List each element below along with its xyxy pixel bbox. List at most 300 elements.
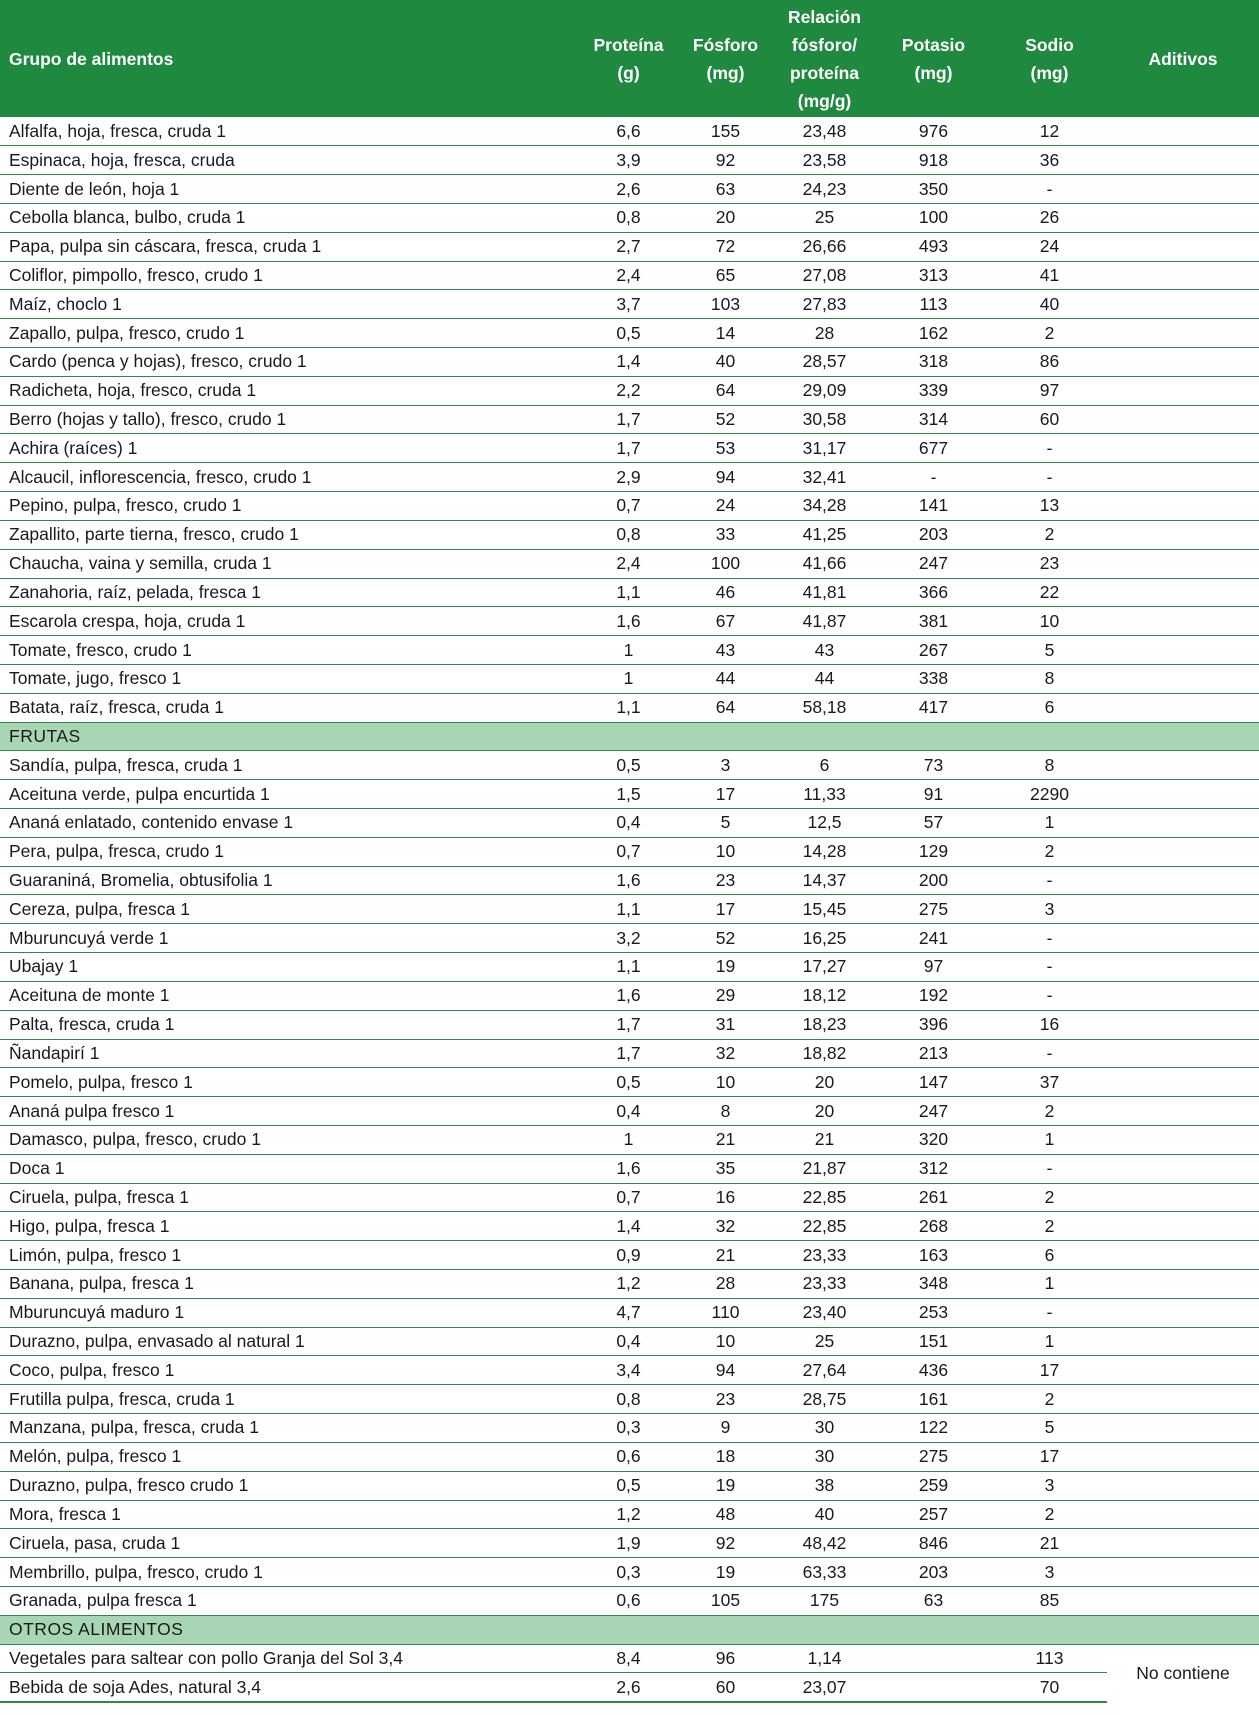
additives-cell (1107, 376, 1259, 405)
additives-cell (1107, 1471, 1259, 1500)
table-row (0, 520, 1259, 549)
food-name: Zapallo, pulpa, fresco, crudo 1 (0, 319, 580, 348)
table-row (0, 492, 1259, 521)
sodium-cell: 41 (992, 261, 1107, 290)
potassium-cell: 73 (875, 751, 992, 780)
sodium-cell: 8 (992, 751, 1107, 780)
header-protein-unit: (g) (617, 62, 640, 83)
ratio-cell: 18,82 (774, 1039, 875, 1068)
table-row (0, 1586, 1259, 1615)
potassium-cell: 268 (875, 1212, 992, 1241)
phosphorus-cell: 16 (677, 1183, 774, 1212)
food-name: Manzana, pulpa, fresca, cruda 1 (0, 1414, 580, 1443)
protein-cell: 2,7 (580, 232, 677, 261)
ratio-cell: 25 (774, 1327, 875, 1356)
additives-cell (1107, 117, 1259, 146)
ratio-cell: 23,33 (774, 1241, 875, 1270)
sodium-cell: 3 (992, 1558, 1107, 1587)
phosphorus-cell: 32 (677, 1212, 774, 1241)
section-header-row (0, 722, 1259, 751)
phosphorus-cell: 53 (677, 434, 774, 463)
table-row (0, 1270, 1259, 1299)
ratio-cell: 14,37 (774, 866, 875, 895)
additives-cell (1107, 953, 1259, 982)
section-header-row (0, 1615, 1259, 1644)
protein-cell: 0,3 (580, 1558, 677, 1587)
sodium-cell: 2 (992, 1500, 1107, 1529)
food-name: Radicheta, hoja, fresco, cruda 1 (0, 376, 580, 405)
sodium-cell: 60 (992, 405, 1107, 434)
ratio-cell: 48,42 (774, 1529, 875, 1558)
protein-cell: 3,4 (580, 1356, 677, 1385)
phosphorus-cell: 17 (677, 780, 774, 809)
potassium-cell: 257 (875, 1500, 992, 1529)
potassium-cell: 677 (875, 434, 992, 463)
additives-cell (1107, 1212, 1259, 1241)
phosphorus-cell: 105 (677, 1586, 774, 1615)
additives-cell (1107, 1270, 1259, 1299)
ratio-cell: 40 (774, 1500, 875, 1529)
food-name: Berro (hojas y tallo), fresco, crudo 1 (0, 405, 580, 434)
potassium-cell: 261 (875, 1183, 992, 1212)
table-row (0, 664, 1259, 693)
table-row (0, 549, 1259, 578)
phosphorus-cell: 94 (677, 463, 774, 492)
protein-cell: 0,9 (580, 1241, 677, 1270)
sodium-cell: 12 (992, 117, 1107, 146)
food-name: Tomate, fresco, crudo 1 (0, 636, 580, 665)
header-potassium-line: Potasio (901, 34, 966, 55)
additives-cell (1107, 175, 1259, 204)
sodium-cell: - (992, 463, 1107, 492)
table-row (0, 1068, 1259, 1097)
protein-cell: 0,8 (580, 1385, 677, 1414)
phosphorus-cell: 19 (677, 1471, 774, 1500)
potassium-cell: 350 (875, 175, 992, 204)
phosphorus-cell: 52 (677, 405, 774, 434)
ratio-cell: 23,58 (774, 146, 875, 175)
header-ratio (774, 0, 875, 117)
potassium-cell: 253 (875, 1298, 992, 1327)
header-protein-line: Proteína (593, 34, 664, 55)
ratio-cell: 21 (774, 1125, 875, 1154)
sodium-cell: 2 (992, 319, 1107, 348)
protein-cell: 1 (580, 1125, 677, 1154)
table-row (0, 1298, 1259, 1327)
potassium-cell: 318 (875, 348, 992, 377)
table-row (0, 117, 1259, 146)
phosphorus-cell: 46 (677, 578, 774, 607)
additives-cell (1107, 1558, 1259, 1587)
phosphorus-cell: 19 (677, 953, 774, 982)
protein-cell: 0,5 (580, 1471, 677, 1500)
sodium-cell: 97 (992, 376, 1107, 405)
table-header (0, 0, 1259, 117)
phosphorus-cell: 94 (677, 1356, 774, 1385)
additives-cell (1107, 261, 1259, 290)
ratio-cell: 41,81 (774, 578, 875, 607)
additives-cell (1107, 1039, 1259, 1068)
additives-cell (1107, 1097, 1259, 1126)
protein-cell: 1,1 (580, 693, 677, 722)
food-name: Maíz, choclo 1 (0, 290, 580, 319)
ratio-cell: 16,25 (774, 924, 875, 953)
sodium-cell: 21 (992, 1529, 1107, 1558)
additives-cell (1107, 751, 1259, 780)
food-name: Durazno, pulpa, fresco crudo 1 (0, 1471, 580, 1500)
phosphorus-cell: 10 (677, 837, 774, 866)
ratio-cell: 14,28 (774, 837, 875, 866)
ratio-cell: 21,87 (774, 1154, 875, 1183)
sodium-cell: 6 (992, 1241, 1107, 1270)
phosphorus-cell: 96 (677, 1644, 774, 1673)
potassium-cell: 436 (875, 1356, 992, 1385)
potassium-cell: 366 (875, 578, 992, 607)
potassium-cell: - (875, 463, 992, 492)
sodium-cell: - (992, 434, 1107, 463)
section-title: OTROS ALIMENTOS (0, 1615, 1259, 1644)
ratio-cell: 41,66 (774, 549, 875, 578)
food-name: Cebolla blanca, bulbo, cruda 1 (0, 203, 580, 232)
table-row (0, 405, 1259, 434)
food-name: Bebida de soja Ades, natural 3,4 (0, 1673, 580, 1702)
header-phosphorus (677, 0, 774, 117)
header-phosphorus-unit: (mg) (706, 62, 745, 83)
additives-cell (1107, 290, 1259, 319)
potassium-cell: 417 (875, 693, 992, 722)
food-name: Coliflor, pimpollo, fresco, crudo 1 (0, 261, 580, 290)
potassium-cell (875, 1644, 992, 1673)
ratio-cell: 12,5 (774, 809, 875, 838)
food-name: Doca 1 (0, 1154, 580, 1183)
food-name: Zapallito, parte tierna, fresco, crudo 1 (0, 520, 580, 549)
phosphorus-cell: 32 (677, 1039, 774, 1068)
sodium-cell: - (992, 866, 1107, 895)
protein-cell: 1,4 (580, 348, 677, 377)
sodium-cell: 36 (992, 146, 1107, 175)
header-group: Grupo de alimentos (0, 0, 580, 117)
phosphorus-cell: 8 (677, 1097, 774, 1126)
protein-cell: 2,4 (580, 261, 677, 290)
potassium-cell: 57 (875, 809, 992, 838)
additives-cell (1107, 895, 1259, 924)
phosphorus-cell: 10 (677, 1068, 774, 1097)
phosphorus-cell: 63 (677, 175, 774, 204)
ratio-cell: 15,45 (774, 895, 875, 924)
phosphorus-cell: 20 (677, 203, 774, 232)
sodium-cell: 113 (992, 1644, 1107, 1673)
phosphorus-cell: 17 (677, 895, 774, 924)
phosphorus-cell: 48 (677, 1500, 774, 1529)
food-name: Frutilla pulpa, fresca, cruda 1 (0, 1385, 580, 1414)
ratio-cell: 1,14 (774, 1644, 875, 1673)
ratio-cell: 28 (774, 319, 875, 348)
header-sodium-unit: (mg) (1030, 62, 1069, 83)
sodium-cell: 8 (992, 664, 1107, 693)
sodium-cell: 22 (992, 578, 1107, 607)
protein-cell: 0,5 (580, 1068, 677, 1097)
phosphorus-cell: 19 (677, 1558, 774, 1587)
potassium-cell: 320 (875, 1125, 992, 1154)
phosphorus-cell: 64 (677, 693, 774, 722)
phosphorus-cell: 64 (677, 376, 774, 405)
sodium-cell: 5 (992, 636, 1107, 665)
potassium-cell: 91 (875, 780, 992, 809)
protein-cell: 0,5 (580, 751, 677, 780)
table-row (0, 1644, 1259, 1673)
ratio-cell: 25 (774, 203, 875, 232)
table-row (0, 578, 1259, 607)
phosphorus-cell: 29 (677, 981, 774, 1010)
food-name: Espinaca, hoja, fresca, cruda (0, 146, 580, 175)
protein-cell: 2,2 (580, 376, 677, 405)
ratio-cell: 27,83 (774, 290, 875, 319)
table-row (0, 175, 1259, 204)
additives-cell (1107, 1183, 1259, 1212)
sodium-cell: 3 (992, 1471, 1107, 1500)
additives-cell (1107, 405, 1259, 434)
ratio-cell: 27,08 (774, 261, 875, 290)
sodium-cell: 2 (992, 1097, 1107, 1126)
potassium-cell: 100 (875, 203, 992, 232)
header-additives: Aditivos (1107, 0, 1259, 117)
protein-cell: 3,9 (580, 146, 677, 175)
table-row (0, 261, 1259, 290)
header-sodium-line: Sodio (1025, 34, 1074, 55)
sodium-cell: - (992, 1039, 1107, 1068)
protein-cell: 1,7 (580, 405, 677, 434)
ratio-cell: 22,85 (774, 1183, 875, 1212)
protein-cell: 2,6 (580, 1673, 677, 1702)
phosphorus-cell: 67 (677, 607, 774, 636)
sodium-cell: - (992, 1298, 1107, 1327)
food-name: Escarola crespa, hoja, cruda 1 (0, 607, 580, 636)
food-name: Melón, pulpa, fresco 1 (0, 1442, 580, 1471)
protein-cell: 0,8 (580, 203, 677, 232)
header-phosphorus-line: Fósforo (692, 34, 759, 55)
table-row (0, 1039, 1259, 1068)
ratio-cell: 41,87 (774, 607, 875, 636)
ratio-cell: 24,23 (774, 175, 875, 204)
ratio-cell: 23,48 (774, 117, 875, 146)
food-name: Cereza, pulpa, fresca 1 (0, 895, 580, 924)
table-row (0, 751, 1259, 780)
phosphorus-cell: 44 (677, 664, 774, 693)
sodium-cell: 3 (992, 895, 1107, 924)
protein-cell: 0,4 (580, 1327, 677, 1356)
table-row (0, 1442, 1259, 1471)
phosphorus-cell: 100 (677, 549, 774, 578)
protein-cell: 1,4 (580, 1212, 677, 1241)
phosphorus-cell: 92 (677, 1529, 774, 1558)
food-name: Pomelo, pulpa, fresco 1 (0, 1068, 580, 1097)
sodium-cell: 85 (992, 1586, 1107, 1615)
table-row (0, 780, 1259, 809)
food-name: Ananá pulpa fresco 1 (0, 1097, 580, 1126)
table-row (0, 290, 1259, 319)
table-row (0, 1673, 1259, 1702)
protein-cell: 0,4 (580, 1097, 677, 1126)
food-name: Zanahoria, raíz, pelada, fresca 1 (0, 578, 580, 607)
sodium-cell: 2 (992, 520, 1107, 549)
table-row (0, 1356, 1259, 1385)
header-protein (580, 0, 677, 117)
table-row (0, 434, 1259, 463)
food-name: Pepino, pulpa, fresco, crudo 1 (0, 492, 580, 521)
protein-cell: 2,6 (580, 175, 677, 204)
phosphorus-cell: 52 (677, 924, 774, 953)
header-potassium (875, 0, 992, 117)
header-ratio-line-3: proteína (789, 62, 860, 83)
protein-cell: 1,6 (580, 1154, 677, 1183)
ratio-cell: 30,58 (774, 405, 875, 434)
potassium-cell: 339 (875, 376, 992, 405)
food-name: Ñandapirí 1 (0, 1039, 580, 1068)
potassium-cell: 314 (875, 405, 992, 434)
phosphorus-cell: 60 (677, 1673, 774, 1702)
potassium-cell: 147 (875, 1068, 992, 1097)
additives-cell (1107, 1298, 1259, 1327)
protein-cell: 2,4 (580, 549, 677, 578)
potassium-cell: 918 (875, 146, 992, 175)
protein-cell: 0,4 (580, 809, 677, 838)
table-row (0, 146, 1259, 175)
phosphorus-cell: 40 (677, 348, 774, 377)
table-row (0, 203, 1259, 232)
ratio-cell: 30 (774, 1442, 875, 1471)
table-row (0, 866, 1259, 895)
table-row (0, 1414, 1259, 1443)
additives-cell (1107, 434, 1259, 463)
ratio-cell: 34,28 (774, 492, 875, 521)
additives-cell: No contiene (1107, 1644, 1259, 1702)
protein-cell: 0,8 (580, 520, 677, 549)
food-name: Alfalfa, hoja, fresca, cruda 1 (0, 117, 580, 146)
sodium-cell: 2 (992, 837, 1107, 866)
sodium-cell: 16 (992, 1010, 1107, 1039)
ratio-cell: 38 (774, 1471, 875, 1500)
ratio-cell: 43 (774, 636, 875, 665)
food-name: Cardo (penca y hojas), fresco, crudo 1 (0, 348, 580, 377)
protein-cell: 1,5 (580, 780, 677, 809)
potassium-cell: 275 (875, 1442, 992, 1471)
table-row (0, 1385, 1259, 1414)
header-ratio-unit: (mg/g) (797, 90, 852, 111)
table-row (0, 1212, 1259, 1241)
phosphorus-cell: 28 (677, 1270, 774, 1299)
section-title: FRUTAS (0, 722, 1259, 751)
sodium-cell: 10 (992, 607, 1107, 636)
potassium-cell: 162 (875, 319, 992, 348)
table-row (0, 232, 1259, 261)
table-row (0, 895, 1259, 924)
food-name: Batata, raíz, fresca, cruda 1 (0, 693, 580, 722)
phosphorus-cell: 155 (677, 117, 774, 146)
table-row (0, 1010, 1259, 1039)
additives-cell (1107, 1414, 1259, 1443)
phosphorus-cell: 21 (677, 1241, 774, 1270)
additives-cell (1107, 1385, 1259, 1414)
potassium-cell: 97 (875, 953, 992, 982)
protein-cell: 1,6 (580, 607, 677, 636)
header-sodium (992, 0, 1107, 117)
protein-cell: 6,6 (580, 117, 677, 146)
ratio-cell: 32,41 (774, 463, 875, 492)
food-name: Mora, fresca 1 (0, 1500, 580, 1529)
potassium-cell: 113 (875, 290, 992, 319)
protein-cell: 0,6 (580, 1442, 677, 1471)
table-row (0, 348, 1259, 377)
additives-cell (1107, 981, 1259, 1010)
table-row (0, 1529, 1259, 1558)
table-row (0, 636, 1259, 665)
potassium-cell: 141 (875, 492, 992, 521)
potassium-cell: 63 (875, 1586, 992, 1615)
sodium-cell: 86 (992, 348, 1107, 377)
sodium-cell: 1 (992, 1327, 1107, 1356)
table-row (0, 1241, 1259, 1270)
potassium-cell: 151 (875, 1327, 992, 1356)
additives-cell (1107, 492, 1259, 521)
ratio-cell: 17,27 (774, 953, 875, 982)
potassium-cell: 247 (875, 549, 992, 578)
sodium-cell: 17 (992, 1356, 1107, 1385)
header-potassium-unit: (mg) (914, 62, 953, 83)
sodium-cell: 17 (992, 1442, 1107, 1471)
ratio-cell: 18,23 (774, 1010, 875, 1039)
ratio-cell: 6 (774, 751, 875, 780)
food-name: Ciruela, pasa, cruda 1 (0, 1529, 580, 1558)
table-row (0, 319, 1259, 348)
sodium-cell: - (992, 175, 1107, 204)
phosphorus-cell: 110 (677, 1298, 774, 1327)
phosphorus-cell: 23 (677, 1385, 774, 1414)
table-row (0, 953, 1259, 982)
ratio-cell: 18,12 (774, 981, 875, 1010)
additives-cell (1107, 1356, 1259, 1385)
food-name: Diente de león, hoja 1 (0, 175, 580, 204)
additives-cell (1107, 636, 1259, 665)
potassium-cell: 122 (875, 1414, 992, 1443)
food-name: Aceituna de monte 1 (0, 981, 580, 1010)
phosphorus-cell: 9 (677, 1414, 774, 1443)
potassium-cell: 338 (875, 664, 992, 693)
header-ratio-line-1: Relación (788, 6, 861, 27)
ratio-cell: 44 (774, 664, 875, 693)
potassium-cell: 275 (875, 895, 992, 924)
food-name: Tomate, jugo, fresco 1 (0, 664, 580, 693)
ratio-cell: 41,25 (774, 520, 875, 549)
ratio-cell: 22,85 (774, 1212, 875, 1241)
food-name: Vegetales para saltear con pollo Granja del Sol 3,4 (0, 1644, 580, 1673)
food-name: Banana, pulpa, fresca 1 (0, 1270, 580, 1299)
table-row (0, 1500, 1259, 1529)
additives-cell (1107, 664, 1259, 693)
additives-cell (1107, 348, 1259, 377)
phosphorus-cell: 23 (677, 866, 774, 895)
potassium-cell: 259 (875, 1471, 992, 1500)
food-name: Membrillo, pulpa, fresco, crudo 1 (0, 1558, 580, 1587)
table-row (0, 924, 1259, 953)
table-body (0, 117, 1259, 1702)
table-row (0, 607, 1259, 636)
sodium-cell: 2 (992, 1212, 1107, 1241)
ratio-cell: 175 (774, 1586, 875, 1615)
potassium-cell: 163 (875, 1241, 992, 1270)
additives-cell (1107, 1500, 1259, 1529)
food-name: Higo, pulpa, fresca 1 (0, 1212, 580, 1241)
phosphorus-cell: 33 (677, 520, 774, 549)
